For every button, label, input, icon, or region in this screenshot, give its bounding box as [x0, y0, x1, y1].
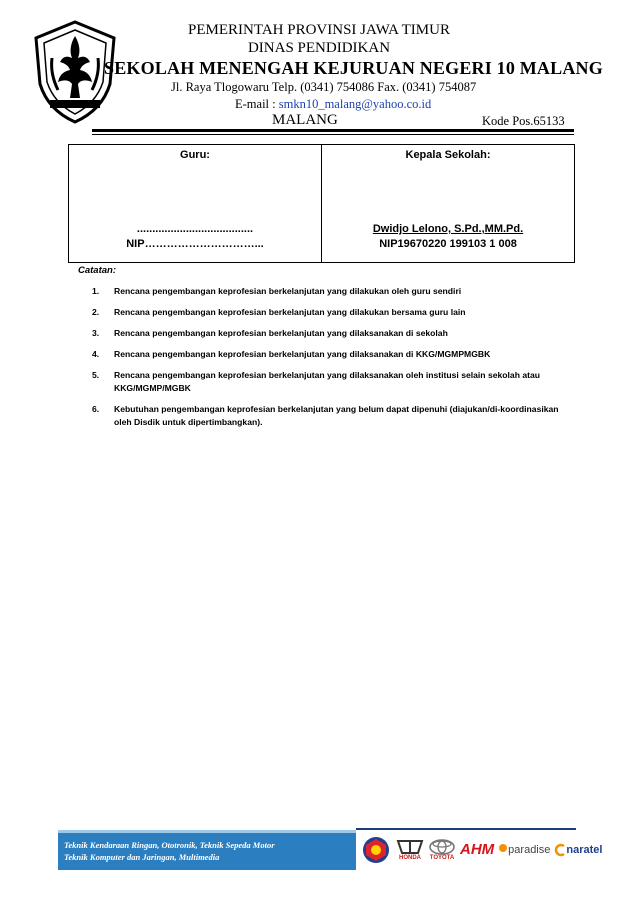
footer-divider — [356, 828, 576, 830]
note-number: 2. — [92, 307, 100, 317]
footer-programs-band — [58, 830, 356, 870]
note-text: Kebutuhan pengembangan keprofesian berkelanjutan yang belum dapat dipenuhi (diajukan/di-koordinasikan oleh Disdik untuk dipertimbangkan). — [114, 404, 559, 427]
school-email-line — [235, 97, 431, 112]
email-link[interactable]: smkn10_malang@yahoo.co.id — [278, 97, 432, 111]
partner-logos — [360, 833, 624, 867]
note-text: Rencana pengembangan keprofesian berkelanjutan yang dilakukan oleh guru sendiri — [114, 286, 462, 296]
school-address: Jl. Raya Tlogowaru Telp. (0341) 754086 Fax. (0341) 754087 — [171, 80, 477, 94]
honda-label: HONDA — [399, 855, 421, 861]
note-item — [92, 327, 577, 340]
note-item — [92, 285, 577, 298]
note-item — [92, 369, 577, 395]
teacher-heading: Guru: — [180, 149, 210, 161]
note-number: 6. — [92, 404, 100, 414]
footer-programs-line2: Teknik Komputer dan Jaringan, Multimedia — [64, 852, 220, 862]
school-city: MALANG — [272, 112, 338, 128]
teacher-name-placeholder: ...................................... — [136, 223, 254, 235]
principal-name: Dwidjo Lelono, S.Pd.,MM.Pd. — [372, 223, 524, 235]
honda-logo — [396, 835, 424, 865]
toyota-logo — [428, 835, 456, 865]
ahm-logo — [460, 835, 494, 865]
naratel-c-icon — [554, 843, 566, 857]
footer-programs-line1: Teknik Kendaraan Ringan, Ototronik, Teknik Sepeda Motor — [64, 840, 275, 850]
note-number: 4. — [92, 349, 100, 359]
note-text: Rencana pengembangan keprofesian berkelanjutan yang dilaksanakan di sekolah — [114, 328, 448, 338]
letterhead-divider-thick — [92, 129, 574, 132]
principal-heading: Kepala Sekolah: — [405, 149, 491, 161]
letterhead — [0, 0, 638, 130]
naratel-label: naratel — [566, 844, 603, 856]
honda-wing-icon — [396, 839, 424, 855]
teacher-nip: NIP…………………………... — [126, 238, 264, 250]
email-label: E-mail : — [235, 97, 279, 111]
school-emblem-icon — [360, 835, 392, 865]
signature-table — [68, 144, 575, 263]
paradise-swirl-icon — [498, 843, 508, 857]
paradise-label: paradise — [508, 844, 551, 856]
principal-signature-cell — [322, 145, 574, 262]
note-text: Rencana pengembangan keprofesian berkelanjutan yang dilaksanakan oleh institusi selain sekolah atau KKG/MGMP/MGBK — [114, 370, 541, 393]
note-item — [92, 348, 577, 361]
principal-nip: NIP19670220 199103 1 008 — [379, 238, 517, 250]
note-number: 5. — [92, 370, 100, 380]
paradise-logo — [498, 835, 550, 865]
note-number: 1. — [92, 286, 100, 296]
note-text: Rencana pengembangan keprofesian berkelanjutan yang dilakukan bersama guru lain — [114, 307, 466, 317]
notes-list — [92, 285, 577, 437]
postal-code: Kode Pos.65133 — [482, 114, 565, 128]
principal-name-line — [322, 223, 574, 235]
note-text: Rencana pengembangan keprofesian berkelanjutan yang dilaksanakan di KKG/MGMPMGBK — [114, 349, 491, 359]
department-name: DINAS PENDIDIKAN — [247, 40, 391, 56]
toyota-label: TOYOTA — [429, 855, 455, 861]
notes-title: Catatan: — [78, 265, 117, 276]
footer-programs — [64, 839, 275, 863]
note-number: 3. — [92, 328, 100, 338]
letterhead-divider-thin — [92, 134, 574, 135]
naratel-logo — [554, 835, 602, 865]
teacher-signature-cell — [69, 145, 322, 262]
school-name: SEKOLAH MENENGAH KEJURUAN NEGERI 10 MALANG — [104, 58, 603, 78]
ahm-label: AHM — [460, 841, 495, 858]
province-name: PEMERINTAH PROVINSI JAWA TIMUR — [188, 22, 450, 38]
note-item — [92, 306, 577, 319]
note-item — [92, 403, 577, 429]
toyota-ellipse-icon — [428, 839, 456, 855]
